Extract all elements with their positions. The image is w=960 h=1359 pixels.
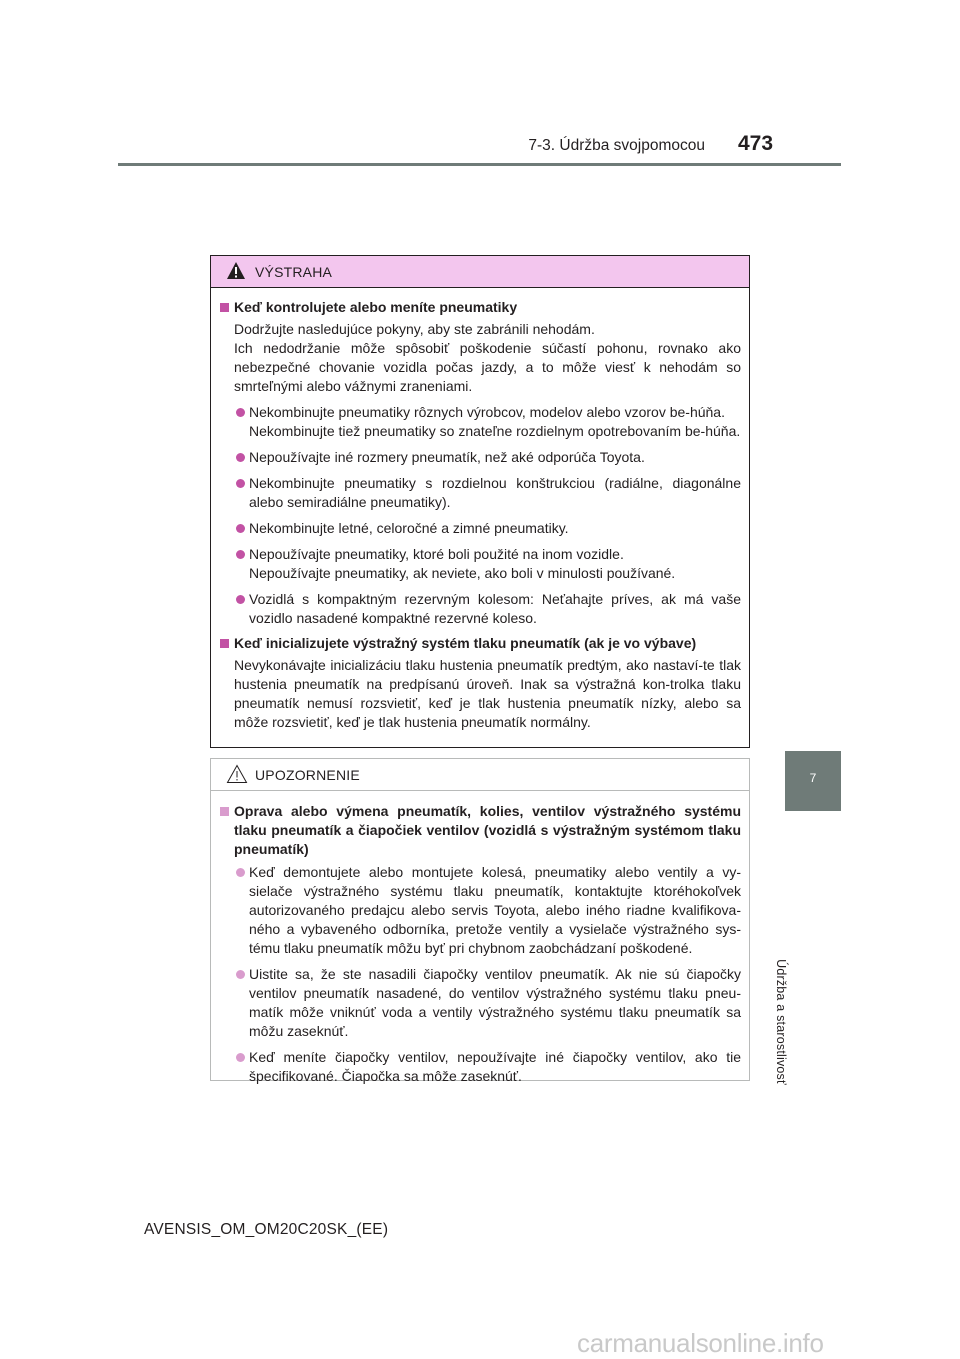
list-item: Nekombinujte letné, celoročné a zimné pneumatiky. [219,519,741,538]
warning-section-heading: Keď inicializujete výstražný systém tlaku pneumatík (ak je vo výbave) [219,634,741,653]
chapter-tab [785,751,841,811]
round-bullet-icon [236,550,245,559]
caution-body [211,791,749,1086]
warning-paragraph: Dodržujte nasledujúce pokyny, aby ste zabránili nehodám. Ich nedodržanie môže spôsobiť poškodenie súčastí pohonu, rovnako ako nebezpečné chovanie vozidla počas jazdy, a to môže viesť k nehodám so smrteľnými alebo vážnymi zraneniami. [234,321,741,394]
list-item: Nekombinujte pneumatiky rôznych výrobcov, modelov alebo vzorov be-húňa. Nekombinujte tiež pneumatiky so znateľne rozdielnym opotrebovaním be-húňa. [219,403,741,441]
round-bullet-icon [236,453,245,462]
square-bullet-icon [220,639,229,648]
list-item: Nepoužívajte pneumatiky, ktoré boli použité na inom vozidle. Nepoužívajte pneumatiky, ak neviete, ako boli v minulosti používané. [219,545,741,583]
list-item: Keď meníte čiapočky ventilov, nepoužívajte iné čiapočky ventilov, ako tie špecifikované. Čiapočka sa môže zaseknúť. [219,1048,741,1086]
round-bullet-icon [236,1053,245,1062]
round-bullet-icon [236,595,245,604]
caution-section-heading: Oprava alebo výmena pneumatík, kolies, ventilov výstražného systému tlaku pneumatík a čiapočiek ventilov (vozidlá s výstražným systémom tlaku pneumatík) [219,802,741,859]
page-number: 473 [738,132,774,155]
caution-header [211,759,749,791]
list-item: Nekombinujte pneumatiky s rozdielnou konštrukciou (radiálne, diagonálne alebo semiradiálne pneumatiky). [219,474,741,512]
chapter-label: Údržba a starostlivosť [774,959,788,1085]
section-title: 7-3. Údržba svojpomocou [528,137,705,154]
round-bullet-icon [236,970,245,979]
warning-header [211,256,749,288]
warning-paragraph: Nevykonávajte inicializáciu tlaku hustenia pneumatík predtým, ako nastaví-te tlak hustenia pneumatík na predpísanú úroveň. Inak sa výstražná kon-trolka tlaku pneumatík nemusí rozsvietiť, keď je tlak hustenia pneumatík nízky, alebo sa môže rozsvietiť, keď je tlak hustenia pneumatík normálny. [234,657,741,730]
warning-body [211,288,749,732]
warning-triangle-icon [226,261,246,280]
round-bullet-icon [236,408,245,417]
header-divider [118,163,841,166]
warning-box [210,255,750,748]
round-bullet-icon [236,479,245,488]
square-bullet-icon [220,303,229,312]
list-item: Nepoužívajte iné rozmery pneumatík, než aké odporúča Toyota. [219,448,741,467]
caution-triangle-icon [226,764,248,784]
watermark: carmanualsonline.info [577,1328,824,1358]
square-bullet-icon [220,807,229,816]
caution-title: UPOZORNENIE [255,767,360,783]
list-item: Uistite sa, že ste nasadili čiapočky ventilov pneumatík. Ak nie sú čiapočky ventilov pneumatík nasadené, do ventilov výstražného systému tlaku pneu-matík môže vniknúť voda a ventily výstražného systému tlaku pneumatík sa môžu zaseknúť. [219,965,741,1041]
round-bullet-icon [236,524,245,533]
chapter-number: 7 [809,771,817,785]
round-bullet-icon [236,868,245,877]
caution-box [210,758,750,1084]
document-code: AVENSIS_OM_OM20C20SK_(EE) [144,1221,389,1238]
list-item: Vozidlá s kompaktným rezervným kolesom: Neťahajte príves, ak má vaše vozidlo nasadené kompaktné rezervné koleso. [219,590,741,628]
list-item: Keď demontujete alebo montujete kolesá, pneumatiky alebo ventily a vy-sielače výstražného systému tlaku pneumatík, kontaktujte ktoréhokoľvek autorizovaného predajcu alebo servis Toyota, alebo iného riadne kvalifikova-ného a vybaveného odborníka, pretože ventily a vysielače výstražného sys-tému tlaku pneumatík môžu byť pri chybnom zaobchádzaní poškodené. [219,863,741,958]
warning-title: VÝSTRAHA [255,264,333,280]
warning-section-heading: Keď kontrolujete alebo meníte pneumatiky [219,298,741,317]
